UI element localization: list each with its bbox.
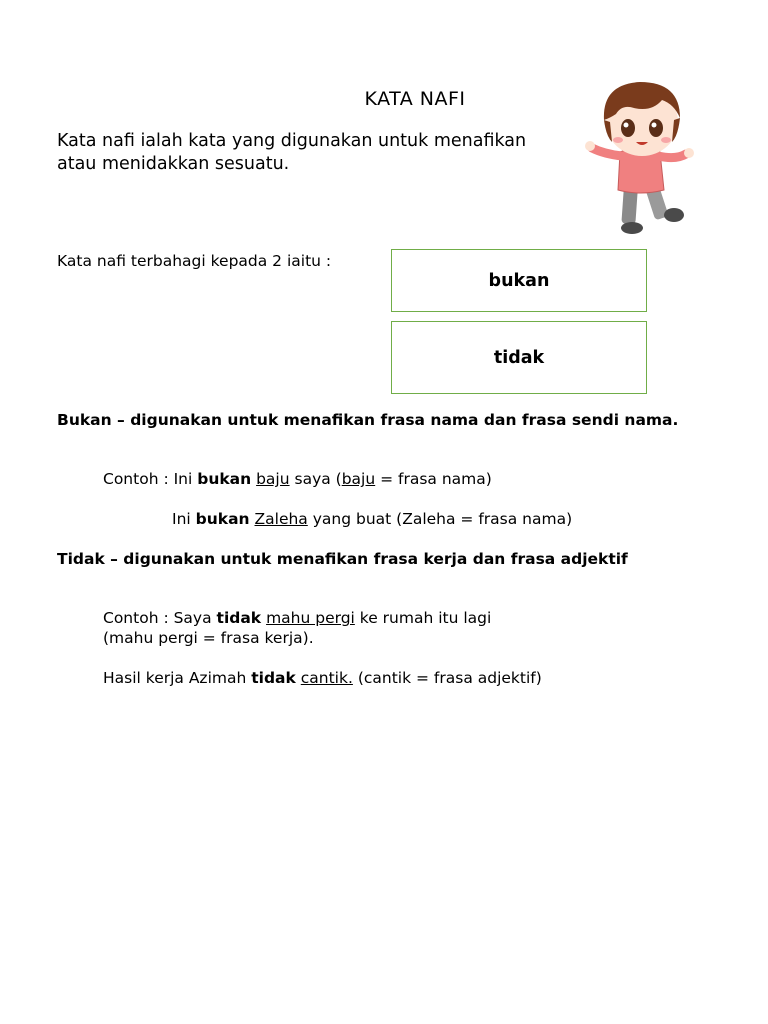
example-text: yang buat (Zaleha = frasa nama) xyxy=(307,510,573,528)
page-title: KATA NAFI xyxy=(364,88,466,110)
example-phrase: cantik. xyxy=(300,669,353,687)
example-keyword: tidak xyxy=(251,669,296,687)
example-bukan-1 xyxy=(103,469,492,489)
example-text: (cantik = frasa adjektif) xyxy=(352,669,542,687)
example-text: Ini xyxy=(172,510,196,528)
intro-line-1: Kata nafi ialah kata yang digunakan untuk menafikan xyxy=(57,131,527,151)
division-label: Kata nafi terbahagi kepada 2 iaitu : xyxy=(57,252,332,270)
example-phrase: Zaleha xyxy=(254,510,308,528)
example-text: ke rumah itu lagi xyxy=(354,609,492,627)
example-text: Hasil kerja Azimah xyxy=(103,669,252,687)
example-bukan-2 xyxy=(172,509,572,529)
example-keyword: bukan xyxy=(195,510,250,528)
example-tidak-1-note: (mahu pergi = frasa kerja). xyxy=(103,629,314,647)
example-text: = frasa nama) xyxy=(375,470,492,488)
example-phrase: baju xyxy=(341,470,376,488)
intro-paragraph xyxy=(57,130,627,176)
example-phrase: mahu pergi xyxy=(266,609,355,627)
example-tidak-2 xyxy=(103,668,542,688)
example-text: saya ( xyxy=(289,470,342,488)
box-bukan xyxy=(391,249,647,312)
example-keyword: tidak xyxy=(216,609,262,627)
intro-line-2: atau menidakkan sesuatu. xyxy=(57,154,290,174)
box-bukan-label: bukan xyxy=(488,270,550,291)
rule-tidak: Tidak – digunakan untuk menafikan frasa kerja dan frasa adjektif xyxy=(57,550,628,568)
example-keyword: bukan xyxy=(197,470,252,488)
rule-bukan: Bukan – digunakan untuk menafikan frasa nama dan frasa sendi nama. xyxy=(57,411,679,429)
chibi-boy-illustration xyxy=(582,74,700,242)
box-tidak-label: tidak xyxy=(493,347,545,368)
example-text: Contoh : Saya xyxy=(103,609,217,627)
example-tidak-1 xyxy=(103,608,491,628)
example-phrase: baju xyxy=(256,470,290,488)
box-tidak xyxy=(391,321,647,394)
example-text: Contoh : Ini xyxy=(103,470,198,488)
